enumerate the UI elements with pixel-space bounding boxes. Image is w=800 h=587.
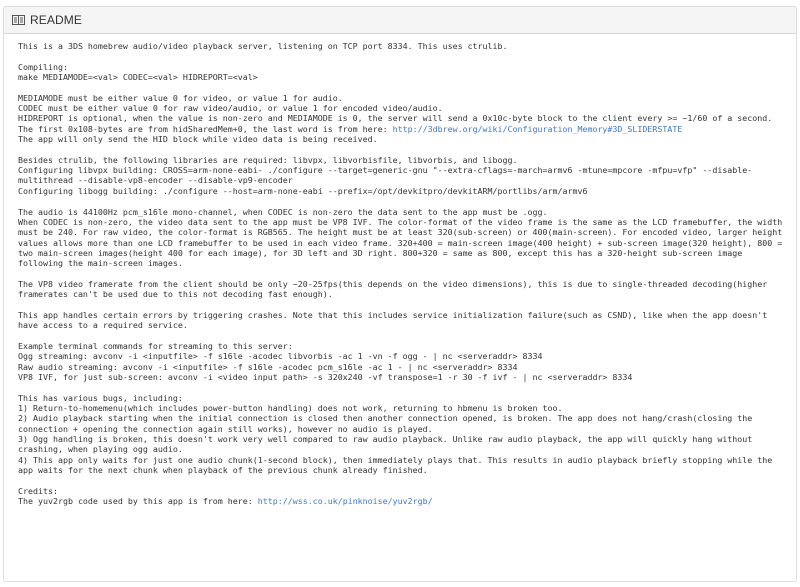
compiling-heading: Compiling: — [18, 61, 68, 72]
bug-item-1: 1) Return-to-homemenu(which includes power-button handling) does not work, returning to hbmenu is broken too. — [18, 403, 563, 414]
mediamode-text: MEDIAMODE must be either value 0 for video, or value 1 for audio. — [18, 92, 343, 103]
readme-title: README — [30, 13, 82, 27]
libvpx-config-text: Configuring libvpx building: CROSS=arm-none-eabi- ./configure --target=generic-gnu "--extra-cflags=-march=armv6 -mtune=mpcore -mfpu=vfp" --disable-multithread --disable-vp8-encoder --disable-vp9-encoder — [18, 165, 753, 186]
credits-heading: Credits: — [18, 485, 58, 496]
hidblock-text: The app will only send the HID block while video data is being received. — [18, 134, 378, 145]
bug-item-3: 3) Ogg handling is broken, this doesn't work very well compared to raw audio playback. Unlike raw audio playback, the app will quickly hang without crashing, when playing ogg audio. — [18, 434, 758, 455]
3dbrew-link[interactable]: http://3dbrew.org/wiki/Configuration_Memory#3D_SLIDERSTATE — [392, 123, 683, 134]
readme-panel — [3, 6, 797, 582]
example-ogg: Ogg streaming: avconv -i <inputfile> -f s16le -acodec libvorbis -ac 1 -vn -f ogg - | nc <serveraddr> 8334 — [18, 351, 543, 362]
example-raw-audio: Raw audio streaming: avconv -i <inputfile> -f s16le -acodec pcm_s16le -ac 1 - | nc <serveraddr> 8334 — [18, 361, 518, 372]
credits-text — [18, 496, 786, 506]
bug-item-2: 2) Audio playback starting when the initial connection is closed then another connection opened, is broken. The app does not hang/crash(closing the connection + opening the connection again still works), however no audio is played. — [18, 413, 758, 434]
audio-format-text: The audio is 44100Hz pcm_s16le mono-channel, when CODEC is non-zero the data sent to the app must be .ogg. — [18, 206, 548, 217]
libraries-text: Besides ctrulib, the following libraries are required: libvpx, libvorbisfile, libvorbis, and libogg. — [18, 154, 518, 165]
errors-text: This app handles certain errors by triggering crashes. Note that this includes service initialization failure(such as CSND), like when the app doesn't have access to a required service. — [18, 309, 773, 331]
readme-header — [4, 7, 796, 34]
yuv2rgb-link[interactable]: http://wss.co.uk/pinknoise/yuv2rgb/ — [257, 496, 433, 507]
hidreport-description: HIDREPORT is optional, when the value is non-zero and MEDIAMODE is 0, the server will send a 0x10c-byte block to the client every >= ~1/60 of a second. The first 0x108-bytes are from hidSharedMem+0, the last word is from here: — [18, 113, 778, 134]
bugs-heading: This has various bugs, including: — [18, 392, 183, 403]
codec-text: CODEC must be either value 0 for raw video/audio, or value 1 for encoded video/audio. — [18, 103, 443, 114]
compiling-command: make MEDIAMODE=<val> CODEC=<val> HIDREPORT=<val> — [18, 72, 258, 83]
framerate-text: The VP8 video framerate from the client should be only ~20-25fps(this depends on the video dimensions), this is due to single-threaded decoding(higher framerates can't be used due to this not decoding fast enough). — [18, 278, 773, 300]
book-icon — [12, 14, 25, 26]
video-format-text: When CODEC is non-zero, the video data sent to the app must be VP8 IVF. The color-format of the video frame is the same as the LCD framebuffer, the width must be 240. For raw video, the color-format is RGB565. The height must be at least 320(sub-screen) or 400(main-screen). For encoded video, larger height values allows more than one LCD framebuffer to be used in each video frame. 320+400 = main-screen image(400 height) + sub-screen image(320 height), 800 = two main-screen images(height 400 for each image), for 3D left and 3D right. 800+320 = same as 800, except this has a 320-height sub-screen image following the main-screen images. — [18, 216, 788, 269]
credits-description: The yuv2rgb code used by this app is from here: — [18, 496, 258, 507]
hidreport-text — [18, 113, 786, 134]
examples-heading: Example terminal commands for streaming to this server: — [18, 340, 293, 351]
readme-content — [4, 34, 796, 506]
intro-text: This is a 3DS homebrew audio/video playback server, listening on TCP port 8334. This uses ctrulib. — [18, 41, 508, 51]
libogg-config-text: Configuring libogg building: ./configure --host=arm-none-eabi --prefix=/opt/devkitpro/devkitARM/portlibs/arm/armv6 — [18, 185, 588, 196]
example-vp8: VP8 IVF, for just sub-screen: avconv -i <video input path> -s 320x240 -vf transpose=1 -r 30 -f ivf - | nc <serveraddr> 8334 — [18, 372, 633, 382]
bug-item-4: 4) This app only waits for just one audio chunk(1-second block), then immediately plays that. This results in audio playback briefly stopping while the app waits for the next chunk when playback of the previous chunk already finished. — [18, 454, 778, 476]
